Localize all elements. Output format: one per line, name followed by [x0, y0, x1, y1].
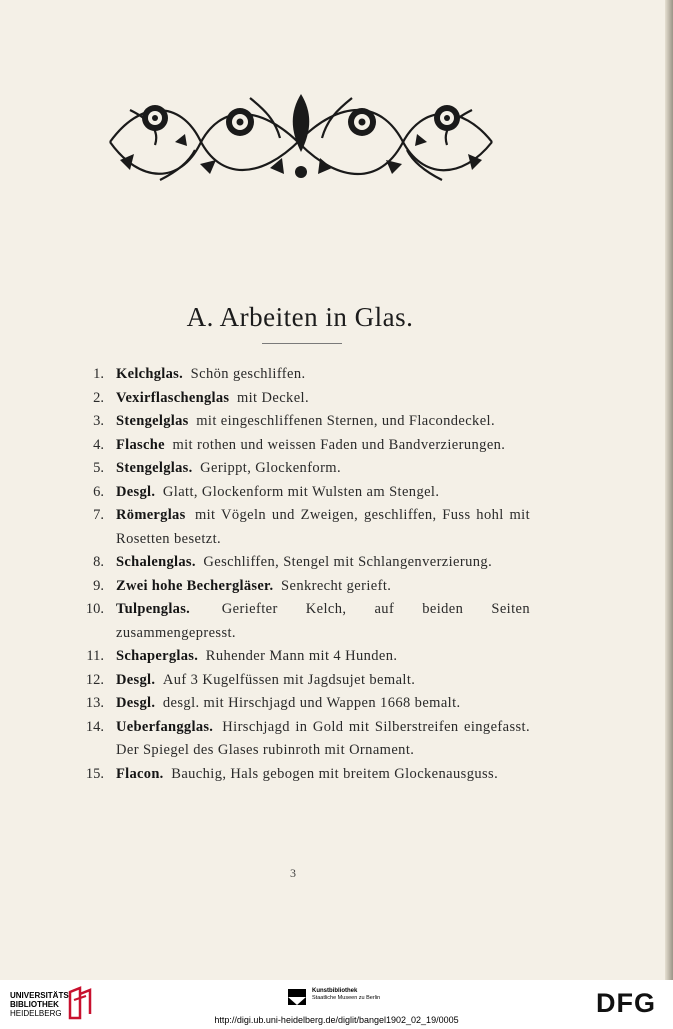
list-item: [70, 692, 530, 716]
kunstbibliothek-icon[interactable]: [287, 988, 307, 1006]
list-item: [70, 457, 530, 481]
item-number: 10.: [85, 601, 104, 617]
item-description: Schön geschliffen.: [190, 366, 306, 382]
item-description: mit rothen und weissen Faden und Bandverzierungen.: [172, 436, 506, 453]
item-description: Glatt, Glockenform mit Wulsten am Stengel.: [162, 483, 440, 500]
section-title: A. Arbeiten in Glas.: [186, 302, 414, 332]
item-name: Desgl.: [116, 671, 156, 688]
item-description: Hirschjagd in Gold mit Silberstreifen eingefasst. Der Spiegel des Glases rubinroth mit Ornament.: [116, 718, 531, 758]
item-number: 13.: [85, 695, 104, 711]
list-item: [70, 481, 530, 505]
item-name: Stengelglas: [116, 413, 189, 429]
item-description: desgl. mit Hirschjagd und Wappen 1668 bemalt.: [162, 695, 461, 711]
item-description: mit Vögeln und Zweigen, geschliffen, Fuss hohl mit Rosetten besetzt.: [116, 507, 530, 547]
catalogue-list: [70, 363, 530, 786]
title-divider: [262, 343, 342, 344]
item-name: Römerglas: [116, 507, 186, 523]
item-number: 12.: [85, 671, 104, 688]
page-number: 3: [290, 866, 296, 880]
ornamental-header-vignette: [100, 90, 502, 192]
kunstbibliothek-subtitle: Staatliche Museen zu Berlin: [312, 995, 381, 1001]
item-number: 14.: [85, 718, 104, 735]
item-description: Ruhender Mann mit 4 Hunden.: [205, 648, 398, 664]
item-number: 3.: [93, 413, 104, 429]
item-name: Schaperglas.: [116, 648, 199, 664]
list-item: [70, 645, 530, 669]
list-item: [70, 410, 530, 434]
item-description: Geschliffen, Stengel mit Schlangenverzierung.: [203, 554, 493, 570]
item-description: Senkrecht gerieft.: [281, 577, 392, 594]
library-name-line2: BIBLIOTHEK: [10, 1000, 59, 1009]
list-item: [70, 575, 530, 599]
item-description: Gerippt, Glockenform.: [200, 460, 342, 476]
item-number: 1.: [93, 366, 104, 382]
kunstbibliothek-name: Kunstbibliothek: [312, 988, 358, 994]
list-item: [70, 763, 530, 787]
item-number: 9.: [93, 577, 104, 594]
item-description: mit Deckel.: [236, 389, 309, 406]
item-description: Auf 3 Kugelfüssen mit Jagdsujet bemalt.: [162, 671, 416, 688]
list-item: [70, 363, 530, 387]
item-name: Flasche: [116, 436, 165, 453]
item-number: 7.: [93, 507, 104, 523]
list-item: [70, 669, 530, 693]
item-name: Desgl.: [116, 695, 156, 711]
item-number: 15.: [85, 765, 104, 782]
item-number: 2.: [93, 389, 104, 406]
item-description: Geriefter Kelch, auf beiden Seiten zusammengepresst.: [116, 601, 531, 641]
university-library-logo-text[interactable]: [10, 991, 71, 1018]
list-item: [70, 387, 530, 411]
item-name: Kelchglas.: [116, 366, 184, 382]
item-name: Schalenglas.: [116, 554, 196, 570]
item-number: 11.: [86, 648, 104, 664]
page-edge-shadow: [665, 0, 673, 980]
dfg-logo[interactable]: DFG: [596, 988, 656, 1018]
list-item: [70, 716, 530, 763]
item-name: Stengelglas.: [116, 460, 193, 476]
item-description: mit eingeschliffenen Sternen, und Flacondeckel.: [196, 413, 496, 429]
source-url-link[interactable]: http://digi.ub.uni-heidelberg.de/diglit/bangel1902_02_19/0005: [214, 1015, 459, 1025]
kunstbibliothek-logo-text[interactable]: [312, 988, 380, 1002]
library-name-line3: HEIDELBERG: [10, 1009, 62, 1018]
item-number: 5.: [93, 460, 104, 476]
item-name: Tulpenglas.: [116, 601, 191, 617]
item-name: Flacon.: [116, 765, 164, 782]
list-item: [70, 551, 530, 575]
list-item: [70, 598, 530, 645]
item-name: Ueberfangglas.: [116, 718, 214, 735]
item-number: 4.: [93, 436, 104, 453]
item-description: Bauchig, Hals gebogen mit breitem Glockenausguss.: [171, 765, 499, 782]
list-item: [70, 504, 530, 551]
list-item: [70, 434, 530, 458]
library-name-line1: UNIVERSITÄTS-: [10, 991, 72, 1000]
item-name: Desgl.: [116, 483, 156, 500]
item-number: 6.: [93, 483, 104, 500]
item-name: Vexirflaschenglas: [116, 389, 230, 406]
item-number: 8.: [93, 554, 104, 570]
item-name: Zwei hohe Bechergläser.: [116, 577, 274, 594]
